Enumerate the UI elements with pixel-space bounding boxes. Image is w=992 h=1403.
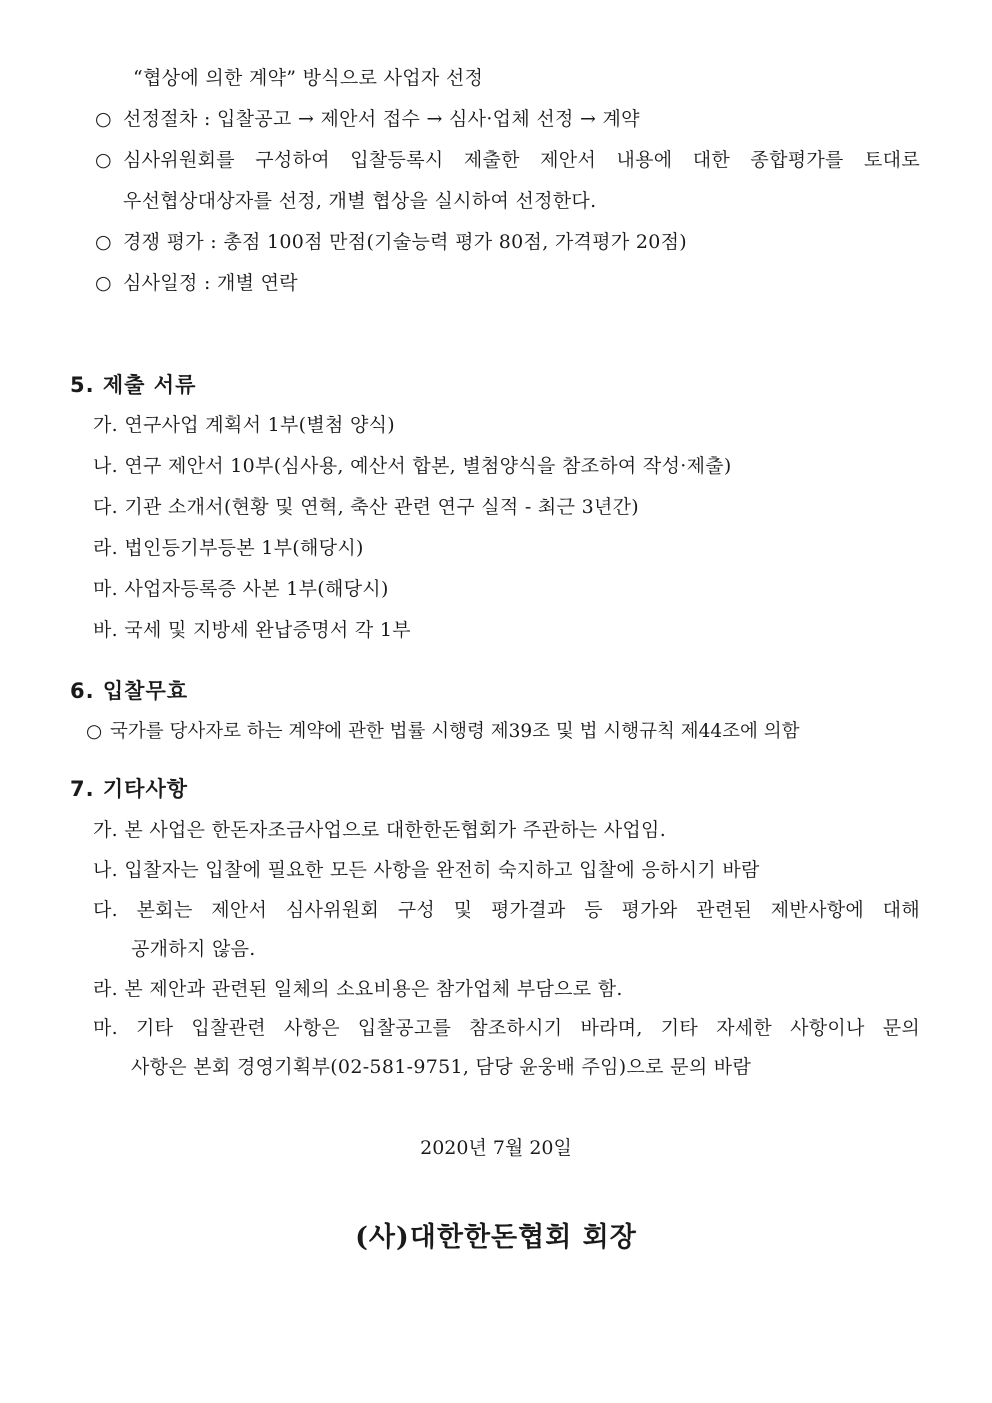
circle-bullet-icon: ○ [86,721,103,742]
intro-item-procedure: ○ 선정절차 : 입찰공고 → 제안서 접수 → 심사·업체 선정 → 계약 [95,108,640,130]
section-6-item: ○ 국가를 당사자로 하는 계약에 관한 법률 시행령 제39조 및 법 시행규칙 제44조에 의함 [86,721,800,742]
section-7-item-cont: 사항은 본회 경영기획부(02-581-9751, 담당 윤웅배 주임)으로 문의 바람 [131,1056,752,1078]
section-5-item: 마. 사업자등록증 사본 1부(해당시) [93,578,389,600]
circle-bullet-icon: ○ [95,149,112,171]
document-date: 2020년 7월 20일 [420,1137,572,1159]
intro-item-scoring: ○ 경쟁 평가 : 총점 100점 만점(기술능력 평가 80점, 가격평가 20점) [95,231,687,253]
section-7-item: 나. 입찰자는 입찰에 필요한 모든 사항을 완전히 숙지하고 입찰에 응하시기 바람 [93,859,760,881]
section-5-item: 나. 연구 제안서 10부(심사용, 예산서 합본, 별첨양식을 참조하여 작성·제출) [93,455,732,477]
section-7-item: 마. 기타 입찰관련 사항은 입찰공고를 참조하시기 바라며, 기타 자세한 사항이나 문의 [93,1017,920,1039]
section-7-item: 가. 본 사업은 한돈자조금사업으로 대한한돈협회가 주관하는 사업임. [93,819,667,841]
section-5-item: 라. 법인등기부등본 1부(해당시) [93,537,364,559]
section-6-title: 6. 입찰무효 [70,679,189,703]
intro-item-schedule: ○ 심사일정 : 개별 연락 [95,272,298,294]
section-5-item: 다. 기관 소개서(현황 및 연혁, 축산 관련 연구 실적 - 최근 3년간) [93,496,639,518]
intro-item-committee-cont: 우선협상대상자를 선정, 개별 협상을 실시하여 선정한다. [123,190,597,212]
section-5-title: 5. 제출 서류 [70,373,197,397]
section-7-item: 라. 본 제안과 관련된 일체의 소요비용은 참가업체 부담으로 함. [93,978,623,1000]
section-7-item: 다. 본회는 제안서 심사위원회 구성 및 평가결과 등 평가와 관련된 제반사항에 대해 [93,899,920,921]
intro-line: “협상에 의한 계약” 방식으로 사업자 선정 [133,67,484,89]
section-7-title: 7. 기타사항 [70,777,189,801]
section-5-item: 바. 국세 및 지방세 완납증명서 각 1부 [93,619,411,641]
section-7-item-cont: 공개하지 않음. [131,938,256,960]
circle-bullet-icon: ○ [95,231,112,253]
intro-item-committee: ○ 심사위원회를 구성하여 입찰등록시 제출한 제안서 내용에 대한 종합평가를 토대로 [95,149,920,171]
section-5-item: 가. 연구사업 계획서 1부(별첨 양식) [93,414,396,436]
circle-bullet-icon: ○ [95,272,112,294]
circle-bullet-icon: ○ [95,108,112,130]
signer-name: (사)대한한돈협회 회장 [355,1222,637,1253]
